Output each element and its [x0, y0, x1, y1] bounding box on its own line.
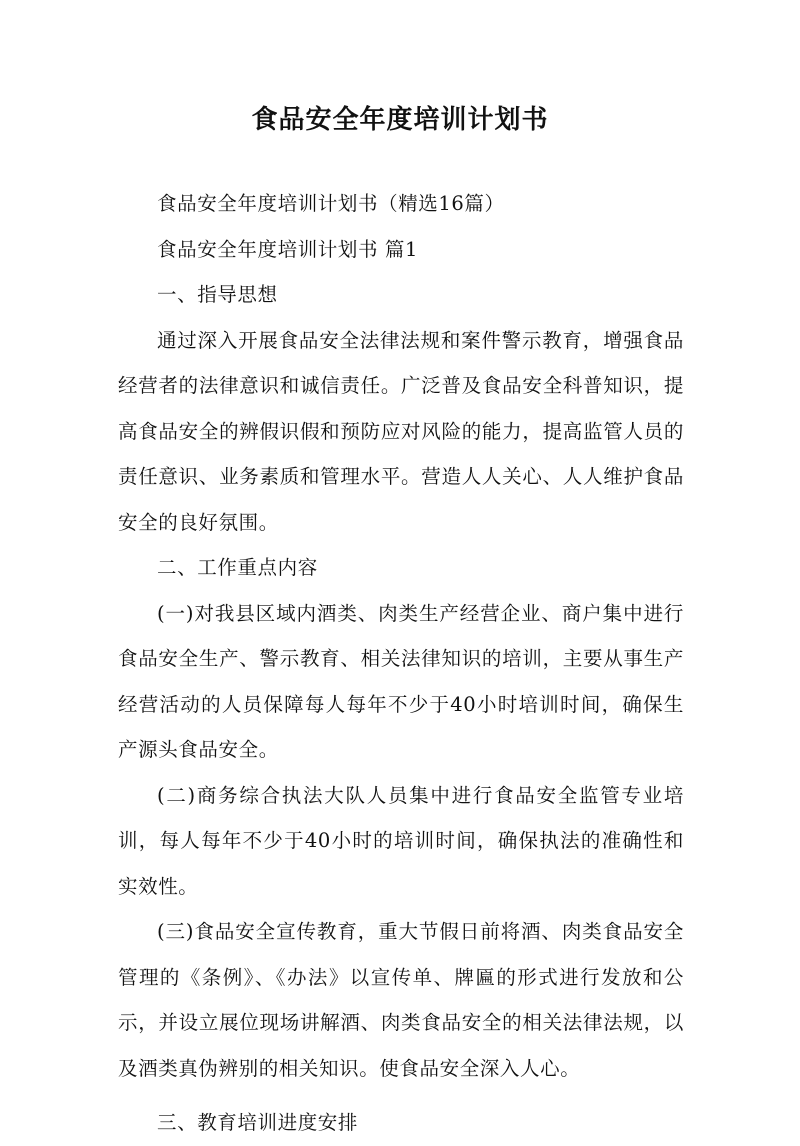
section-heading-guiding-ideology: 一、指导思想: [157, 283, 278, 306]
document-subtitle: 食品安全年度培训计划书（精选16篇）: [157, 192, 505, 215]
section-heading-key-work: 二、工作重点内容: [157, 556, 318, 579]
chapter-heading: 食品安全年度培训计划书 篇1: [157, 237, 419, 261]
paragraph-key-work-item-2: (二)商务综合执法大队人员集中进行食品安全监管专业培训，每人每年不少于40小时的培训时间，确保执法的准确性和实效性。: [118, 783, 684, 898]
paragraph-key-work-item-3: (三)食品安全宣传教育，重大节假日前将酒、肉类食品安全管理的《条例》、《办法》以宣传单、牌匾的形式进行发放和公示，并设立展位现场讲解酒、肉类食品安全的相关法律法规，以及酒类真伪辨别的相关知识。使食品安全深入人心。: [118, 920, 684, 1080]
document-title: 食品安全年度培训计划书: [251, 105, 549, 135]
section-heading-training-schedule: 三、教育培训进度安排: [157, 1111, 359, 1134]
document-body: [118, 181, 684, 1146]
paragraph-key-work-item-1: (一)对我县区域内酒类、肉类生产经营企业、商户集中进行食品安全生产、警示教育、相关法律知识的培训，主要从事生产经营活动的人员保障每人每年不少于40小时培训时间，确保生产源头食品安全。: [118, 601, 684, 761]
paragraph-guiding-ideology: 通过深入开展食品安全法律法规和案件警示教育，增强食品经营者的法律意识和诚信责任。广泛普及食品安全科普知识，提高食品安全的辨假识假和预防应对风险的能力，提高监管人员的责任意识、业务素质和管理水平。营造人人关心、人人维护食品安全的良好氛围。: [118, 328, 684, 534]
